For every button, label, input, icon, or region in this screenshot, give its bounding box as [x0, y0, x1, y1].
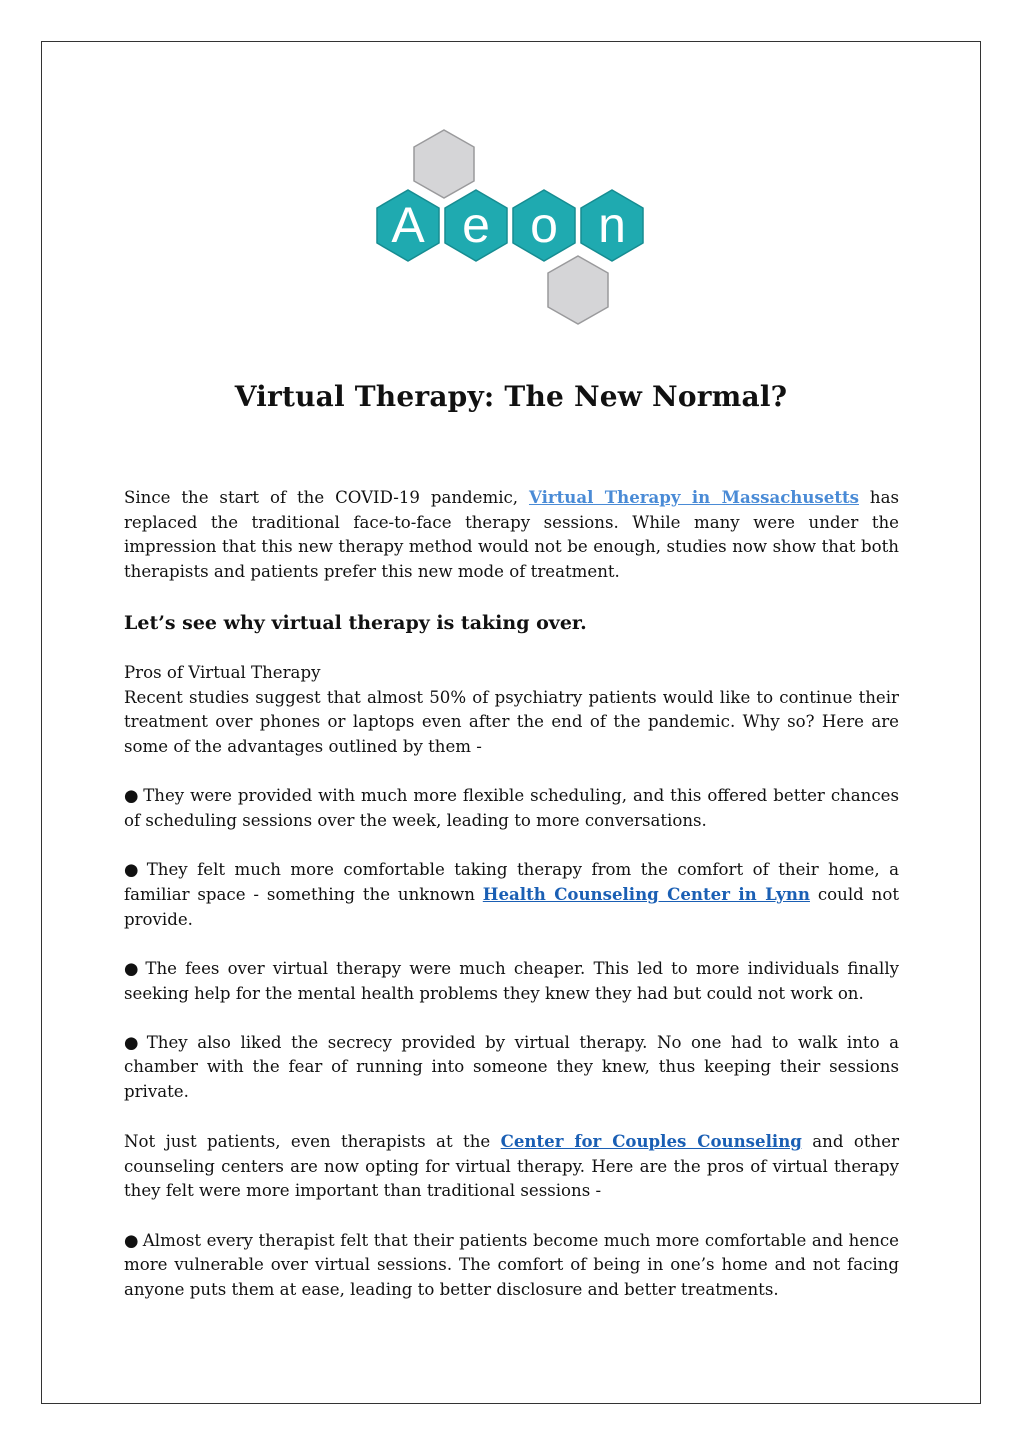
- therapists-text-after: and other counseling centers are now opting for virtual therapy. Here are the pros of virtual therapy they felt were more important than traditional sessions -: [124, 1132, 899, 1201]
- logo-grey-hexagon-bottom: [548, 256, 608, 324]
- section-subheading: Let’s see why virtual therapy is taking over.: [124, 611, 587, 634]
- pros-label: Pros of Virtual Therapy: [124, 662, 321, 682]
- logo-letter-n: n: [598, 197, 626, 253]
- aeon-logo: [372, 128, 652, 328]
- logo-letter-o: o: [530, 197, 558, 253]
- health-counseling-center-lynn-link[interactable]: Health Counseling Center in Lynn: [482, 884, 810, 905]
- logo-grey-hexagon-top: [414, 130, 474, 198]
- bullet-item-therapist-comfort: [124, 1229, 899, 1303]
- bullet-item-scheduling: [124, 784, 899, 833]
- bullet-text: Almost every therapist felt that their patients become much more comfortable and hence more vulnerable over virtual sessions. The comfort of being in one’s home and not facing anyone puts them at ease, leading to better disclosure and better treatments.: [124, 1230, 899, 1299]
- bullet-text-before: They felt much more comfortable taking therapy from the comfort of their home, a familiar space - something the unknown: [124, 859, 899, 905]
- bullet-text: They also liked the secrecy provided by virtual therapy. No one had to walk into a chamber with the fear of running into someone they knew, thus keeping their sessions private.: [124, 1032, 899, 1102]
- bullet-icon: ●: [124, 1032, 143, 1052]
- therapists-text-before: Not just patients, even therapists at the: [124, 1132, 491, 1152]
- bullet-item-fees: [124, 957, 899, 1006]
- center-for-couples-counseling-link[interactable]: Center for Couples Counseling: [500, 1131, 802, 1152]
- bullet-text-after: could not provide.: [124, 885, 899, 929]
- bullet-text: The fees over virtual therapy were much cheaper. This led to more individuals finally seeking help for the mental health problems they knew they had but could not work on.: [124, 959, 900, 1003]
- bullet-icon: ●: [124, 959, 142, 979]
- virtual-therapy-massachusetts-link[interactable]: Virtual Therapy in Massachusetts: [528, 487, 859, 507]
- intro-paragraph: [124, 485, 899, 584]
- intro-text-after: has replaced the traditional face-to-face therapy sessions. While many were under the impression that this new therapy method would not be enough, studies now show that both therapists and patients prefer this new mode of treatment.: [124, 488, 899, 581]
- aeon-logo-graphic: [372, 128, 652, 328]
- bullet-text: They were provided with much more flexible scheduling, and this offered better chances of scheduling sessions over the week, leading to more conversations.: [124, 785, 900, 830]
- bullet-icon: ●: [124, 1230, 139, 1250]
- bullet-item-comfort: [124, 858, 899, 933]
- bullet-icon: ●: [124, 785, 140, 805]
- pros-paragraph: Recent studies suggest that almost 50% of psychiatry patients would like to continue their treatment over phones or laptops even after the end of the pandemic. Why so? Here are some of the advantages outlined by them -: [124, 687, 899, 756]
- page-title: Virtual Therapy: The New Normal?: [234, 380, 788, 413]
- bullet-icon: ●: [124, 859, 143, 879]
- intro-text-before: Since the start of the COVID-19 pandemic,: [124, 488, 519, 507]
- therapists-paragraph: [124, 1129, 899, 1204]
- logo-letter-a: A: [391, 197, 425, 253]
- logo-letter-e: e: [462, 197, 490, 253]
- article-body: [124, 485, 899, 1327]
- bullet-item-secrecy: [124, 1031, 899, 1105]
